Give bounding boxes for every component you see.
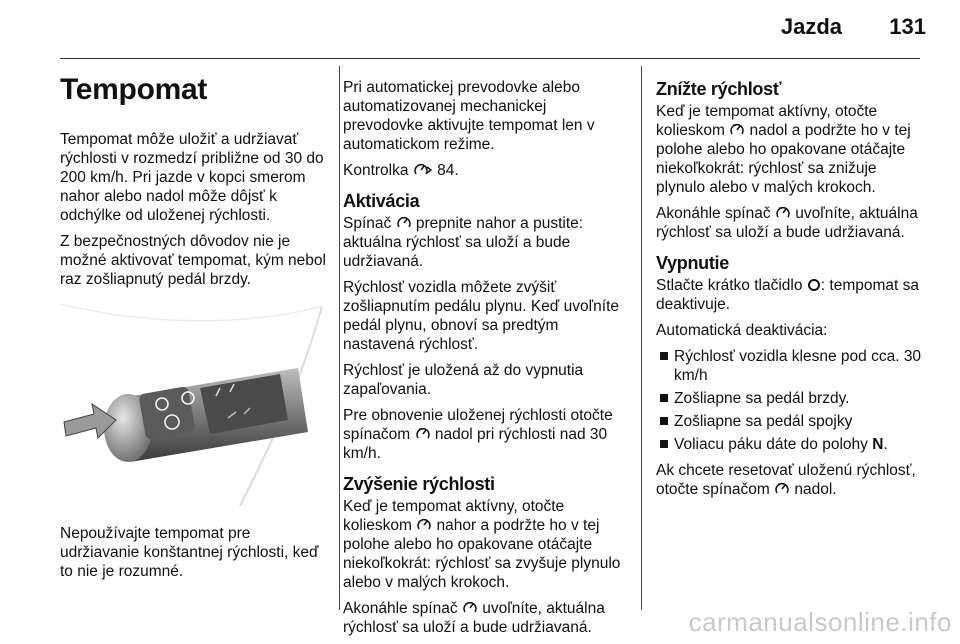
watermark: carmanualsonline.info [688, 607, 952, 637]
cruise-control-lever-illustration [60, 296, 328, 508]
bullet-square [660, 352, 668, 360]
auto-deactivation-list [656, 347, 926, 454]
column-3 [656, 78, 926, 506]
header-rule [60, 58, 920, 59]
cruise-res-icon [776, 206, 790, 219]
reset-paragraph: Ak chcete resetovať uloženú rýchlosť, otočte spínačom nadol. [656, 462, 916, 498]
indicator-reference: Kontrolka 84. [343, 162, 459, 179]
increase-paragraph: Keď je tempomat aktívny, otočte kolieskom nahor a podržte ho v tej polohe alebo ho opakovane otáčajte niekoľkokrát: rýchlosť sa zvyšuje plynulo alebo v malých krokoch. [343, 498, 621, 591]
auto-gearbox-paragraph: Pri automatickej prevodovke alebo automatizovanej mechanickej prevodovke aktivujte tempomat len v automatickom režime. [343, 79, 595, 153]
accelerate-paragraph: Rýchlosť vozidla môžete zvýšiť zošliapnutím pedálu plynu. Keď uvoľníte pedál plynu, obnoví sa predtým nastavená rýchlosť. [343, 279, 619, 353]
decrease-release-paragraph: Akonáhle spínač uvoľníte, aktuálna rýchlosť sa uloží a bude udržiavaná. [656, 205, 918, 241]
cruise-res-icon [416, 427, 430, 440]
bullet-square [660, 440, 668, 448]
heading-activation: Aktivácia [343, 191, 420, 211]
safety-paragraph: Z bezpečnostných dôvodov nie je možné aktivovať tempomat, kým nebol raz zošliapnutý pedál brzdy. [60, 233, 326, 288]
activation-paragraph: Spínač prepnite nahor a pustite: aktuálna rýchlosť sa uloží a bude udržiavaná. [343, 215, 584, 270]
decrease-paragraph: Keď je tempomat aktívny, otočte kolieskom nadol a podržte ho v tej polohe alebo ho opakovane otáčajte niekoľkokrát: rýchlosť sa znižuje plynulo alebo v malých krokoch. [656, 103, 911, 196]
increase-release-paragraph: Akonáhle spínač uvoľníte, aktuálna rýchlosť sa uloží a bude udržiavaná. [343, 600, 605, 636]
column-divider-2 [641, 66, 642, 610]
auto-deactivation-intro: Automatická deaktivácia: [656, 322, 828, 339]
list-item: Zošliapne sa pedál brzdy. [656, 389, 926, 408]
cruise-set-icon [397, 216, 411, 229]
stored-speed-paragraph: Rýchlosť je uložená až do vypnutia zapaľovania. [343, 362, 584, 398]
heading-decrease-speed: Znížte rýchlosť [656, 79, 782, 99]
intro-paragraph: Tempomat môže uložiť a udržiavať rýchlosti v rozmedzí približne od 30 do 200 km/h. Pri jazde v kopci smerom nahor alebo nadol môže dôjsť k odchýlke od uloženej rýchlosti. [60, 131, 324, 224]
heading-switch-off: Vypnutie [656, 253, 729, 273]
bullet-square [660, 417, 668, 425]
column-2 [343, 78, 629, 644]
list-item: Rýchlosť vozidla klesne pod cca. 30 km/h [656, 347, 926, 385]
heading-increase-speed: Zvýšenie rýchlosti [343, 474, 495, 494]
bullet-square [660, 394, 668, 402]
list-item: Voliacu páku dáte do polohy N. [656, 435, 926, 454]
cruise-off-icon [808, 279, 820, 291]
cruise-res-icon [775, 482, 789, 495]
cruise-set-icon [463, 601, 477, 614]
list-item: Zošliapne sa pedál spojky [656, 412, 926, 431]
resume-paragraph: Pre obnovenie uloženej rýchlosti otočte spínačom nadol pri rýchlosti nad 30 km/h. [343, 407, 613, 462]
column-1 [60, 72, 328, 296]
column-divider-1 [339, 66, 340, 610]
page-number: 131 [889, 14, 926, 39]
cruise-set-icon [417, 518, 431, 531]
cruise-indicator-icon [414, 163, 432, 176]
switch-off-paragraph: Stlačte krátko tlačidlo : tempomat sa deaktivuje. [656, 277, 919, 313]
running-head-section: Jazda [780, 14, 842, 39]
illustration-caption: Nepoužívajte tempomat pre udržiavanie konštantnej rýchlosti, keď to nie je rozumné. [60, 525, 319, 580]
section-title: Tempomat [60, 73, 208, 106]
cruise-res-icon [730, 123, 744, 136]
